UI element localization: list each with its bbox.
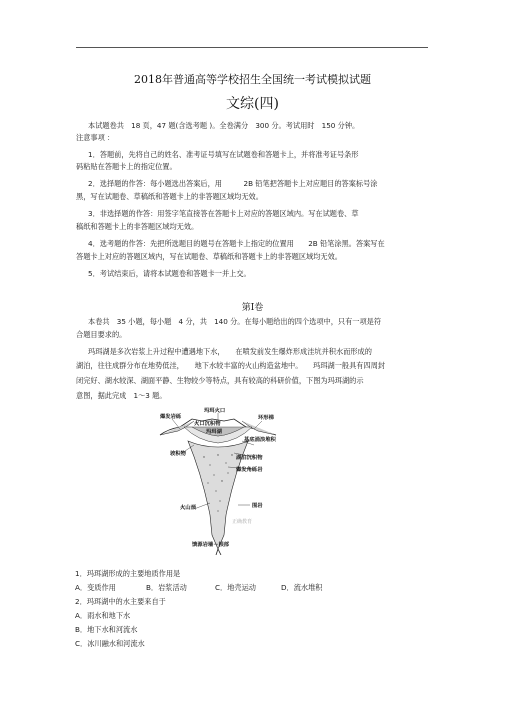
option-a[interactable]: A．雨水和地下水 bbox=[75, 611, 131, 620]
label-lake-mouth: 玛珥火口 bbox=[204, 408, 226, 414]
section-desc: 合题目要求的。 bbox=[76, 330, 127, 339]
label-maar-lake: 玛珥湖 bbox=[206, 429, 222, 435]
intro-line: 本试题卷共 18 页，47 题(含选考题 )。全卷满分 300 分。考试用时 150 分钟。 bbox=[88, 121, 360, 130]
label-country-rock: 围岩 bbox=[252, 503, 263, 509]
watermark: 正确教育 bbox=[232, 519, 253, 525]
label-breccia: 爆发角砾岩 bbox=[236, 467, 263, 473]
notice-item: 稿纸和答题卡上的非答题区域均无效。 bbox=[76, 222, 199, 231]
option-d[interactable]: D．流水堆积 bbox=[281, 583, 323, 592]
question-options bbox=[75, 583, 322, 592]
option-c[interactable]: C．冰川融水和河流水 bbox=[75, 639, 145, 648]
passage-line: 意图，据此完成 1～3 题。 bbox=[76, 391, 167, 400]
exam-subtitle: 文综(四) bbox=[226, 96, 279, 112]
maar-lake-diagram bbox=[158, 405, 278, 555]
label-ring-slope: 环形梯 bbox=[258, 415, 274, 421]
passage-line: 玛珥湖是多次岩浆上升过程中遭遇地下水， 在喷发前发生爆炸形成洼坑并积水而形成的 bbox=[88, 347, 372, 356]
notice-item: 5．考试结束后，请将本试题卷和答题卡一并上交。 bbox=[88, 269, 251, 278]
option-c[interactable]: C．地壳运动 bbox=[215, 583, 256, 592]
exam-title: 2018年普通高等学校招生全国统一考试模拟试题 bbox=[134, 73, 371, 86]
notice-item: 1．答题前，先将自己的姓名、准考证号填写在试题卷和答题卡上，并将准考证号条形 bbox=[88, 150, 359, 159]
label-explosive-breccia: 爆发岩砾 bbox=[160, 414, 182, 420]
notice-item: 黑，写在试题卷、草稿纸和答题卡上的非答题区域均无效。 bbox=[76, 192, 263, 201]
passage-line: 湖泊，往往成群分布在地势低洼， 地下水较丰富的火山构造盆地中。 玛珥湖一般具有四周封 bbox=[76, 361, 386, 370]
label-volcanic-neck: 火山颈 bbox=[180, 505, 196, 511]
label-slope-deposit: 坡积物 bbox=[170, 451, 186, 457]
section-title: 第Ⅰ卷 bbox=[241, 303, 264, 313]
label-lake-sediment: 湖泊沉积物 bbox=[236, 455, 263, 461]
section-desc: 本卷共 35 小题，每小题 4 分，共 140 分。在每小题给出的四个选项中，只有一项是符 bbox=[88, 317, 382, 326]
notice-item: 码粘贴在答题卡上的指定位置。 bbox=[76, 162, 177, 171]
notice-heading: 注意事项 ： bbox=[76, 133, 115, 142]
notice-item: 2．选择题的作答：每小题选出答案后，用 2B 铅笔把答题卡上对应题目的答案标号涂 bbox=[88, 179, 378, 188]
notice-item: 答题卡上对应的答题区域内，写在试题卷、草稿纸和答题卡上的非答题区域均无效。 bbox=[76, 252, 342, 261]
label-feeder-dike: 馈源岩墙－根部 bbox=[192, 542, 230, 548]
option-a[interactable]: A．变质作用 bbox=[75, 583, 116, 592]
question-stem: 1．玛珥湖形成的主要地质作用是 bbox=[75, 569, 181, 578]
header-rule bbox=[76, 47, 428, 48]
option-b[interactable]: B．地下水和河流水 bbox=[75, 625, 138, 634]
notice-item: 4．选考题的作答：先把所选题目的题号在答题卡上指定的位置用 2B 铅笔涂黑。答案写在 bbox=[88, 239, 385, 248]
notice-item: 3．非选择题的作答：用签字笔直接答在答题卡上对应的答题区域内。写在试题卷、草 bbox=[88, 209, 359, 218]
passage-line: 闭完好、湖水较深、湖面平静、生物较少等特点，具有较高的科研价值，下图为玛珥湖的示 bbox=[76, 376, 364, 385]
question-stem: 2．玛珥湖中的水主要来自于 bbox=[75, 597, 166, 606]
label-base-surge: 基底涌浪堆积 bbox=[244, 437, 276, 443]
option-b[interactable]: B．岩浆活动 bbox=[146, 583, 187, 592]
label-crater-deposit: 火口沉积物 bbox=[194, 421, 221, 427]
